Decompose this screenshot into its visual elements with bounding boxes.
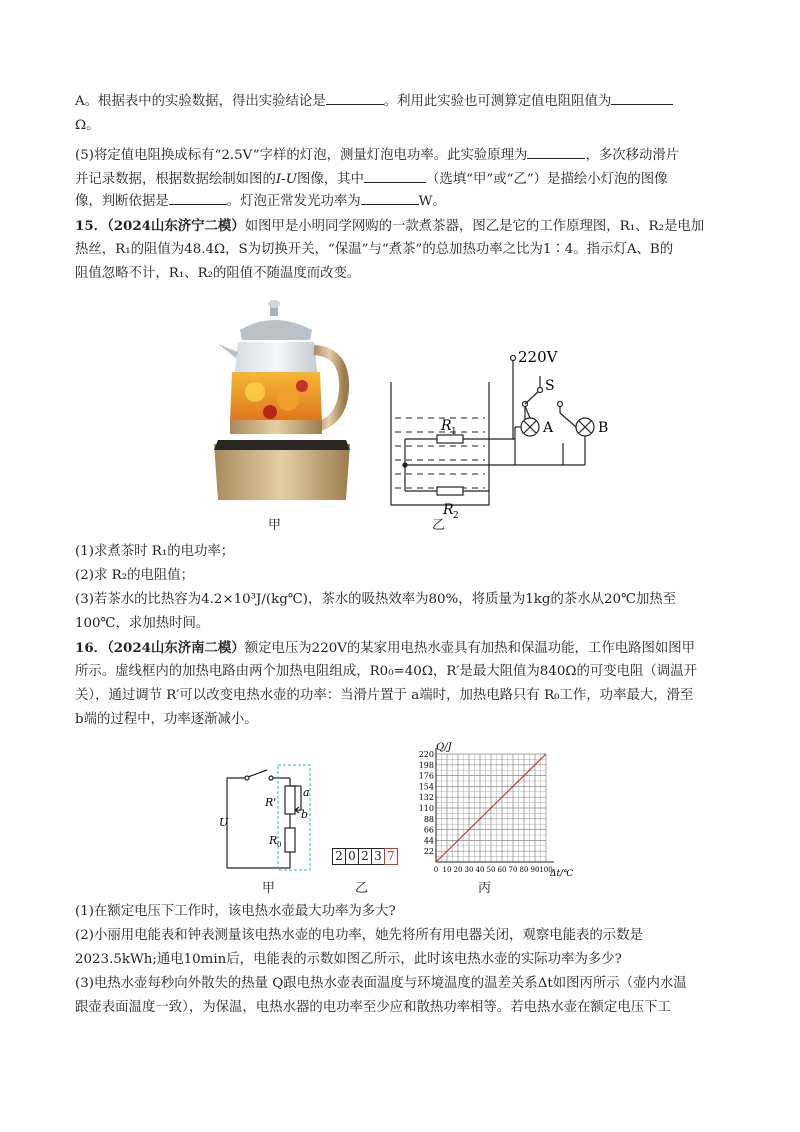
x-tick-label: 90	[530, 866, 540, 874]
text-line: 像，判断依据是 。灯泡正常发光功率为 W。	[75, 194, 446, 209]
x-tick-label: 40	[475, 866, 485, 874]
energy-meter-display	[332, 848, 398, 865]
text-line: Ω。	[75, 118, 100, 133]
text-line: 热丝，R₁的阻值为48.4Ω，S为切换开关，“保温”与“煮茶”的总加热功率之比为1∶4。指示灯A、B的	[75, 242, 674, 257]
voltage-label: 220V	[518, 348, 558, 366]
figure-caption: 丙	[478, 881, 492, 896]
y-tick-label: 176	[418, 771, 434, 781]
text-line: (2)求 R₂的电阻值；	[75, 568, 195, 583]
figure-caption: 乙	[432, 518, 446, 533]
text-line: (1)在额定电压下工作时，该电热水壶最大功率为多大?	[75, 904, 396, 919]
y-tick-label: 198	[418, 760, 434, 770]
y-tick-label: 220	[418, 750, 434, 759]
x-tick-label: 70	[508, 866, 518, 874]
x-tick-label: 20	[453, 866, 463, 874]
meter-digit: 3	[372, 849, 385, 864]
question-16-stem: 16．（2024山东济南二模）额定电压为220V的某家用电热水壶具有加热和保温功能，工作电路图如图甲	[75, 640, 696, 656]
y-tick-label: 154	[418, 782, 434, 792]
tea-maker-image	[210, 300, 355, 510]
x-tick-label: 50	[486, 866, 496, 874]
text-line: (3)电热水壶每秒向外散失的热量 Q跟电热水壶表面温度与环境温度的温差关系Δt如图丙所示（壶内水温	[75, 976, 687, 991]
y-axis-label: Q/J	[436, 742, 452, 753]
text-line: 并记录数据，根据数据绘制如图的I-U图像，其中 （选填“甲”或“乙”）是描绘小灯泡的图像	[75, 172, 668, 187]
text-line: 所示。虚线框内的加热电路由两个加热电阻组成，R0₀=40Ω，R′是最大阻值为840Ω的可变电阻（调温开	[75, 664, 697, 679]
figure-caption: 甲	[262, 881, 276, 896]
text-line: 阻值忽略不计，R₁、R₂的阻值不随温度而改变。	[75, 266, 361, 281]
x-tick-label: 100	[539, 866, 553, 874]
meter-digit: 2	[359, 849, 372, 864]
y-tick-label: 22	[423, 847, 434, 857]
x-tick-label: 10	[442, 866, 452, 874]
x-tick-label: 80	[519, 866, 529, 874]
y-tick-label: 88	[423, 814, 434, 824]
circuit-diagram-16	[215, 760, 320, 875]
text-line: (1)求煮茶时 R₁的电功率；	[75, 544, 235, 559]
text-line: 2023.5kWh;通电10min后，电能表的示数如图乙所示，此时该电热水壶的实际功率为多少?	[75, 952, 622, 967]
meter-digit: 7	[385, 849, 397, 864]
text-line: A。根据表中的实验数据，得出实验结论是 。利用此实验也可测算定值电阻阻值为	[75, 92, 673, 112]
r0-label: R	[269, 834, 278, 847]
lamp-b-label: B	[598, 420, 609, 436]
meter-digit: 2	[333, 849, 346, 864]
text-line: (2)小丽用电能表和钟表测量该电热水壶的电功率，她先将所有用电器关闭，观察电能表的示数是	[75, 928, 643, 943]
svg-text:2: 2	[453, 511, 459, 521]
svg-text:1: 1	[451, 427, 457, 437]
figure-caption: 乙	[355, 881, 369, 896]
terminal-a-label: a	[303, 786, 310, 799]
y-tick-label: 132	[418, 793, 434, 803]
circuit-diagram-15	[385, 340, 625, 525]
text-line: 跟壶表面温度一致），为保温，电热水器的电功率至少应和散热功率相等。若电热水壶在额定电压下工	[75, 1000, 671, 1015]
q-vs-dt-chart	[408, 740, 588, 880]
x-axis-label: Δt/℃	[550, 869, 574, 879]
switch-label: S	[545, 378, 555, 394]
svg-text:0: 0	[277, 841, 282, 849]
lamp-a-label: A	[543, 420, 554, 436]
text-line: (3)若茶水的比热容为4.2×10³J/(kg℃)，茶水的吸热效率为80%，将质量为1kg的茶水从20℃加热至	[75, 592, 677, 607]
x-tick-label: 30	[464, 866, 474, 874]
terminal-b-label: b	[301, 808, 309, 821]
text-line: 关），通过调节 R′可以改变电热水壶的功率：当滑片置于 a端时，加热电路只有 R₀工作，功率最大，滑至	[75, 688, 694, 703]
r2-label: R	[443, 502, 454, 518]
text-line: (5)将定值电阻换成标有“2.5V”字样的灯泡，测量灯泡电功率。此实验原理为 ，多次移动滑片	[75, 148, 680, 163]
voltage-u-label: U	[219, 816, 229, 829]
figure-caption: 甲	[268, 518, 282, 533]
x-tick-label: 0	[433, 866, 439, 874]
rprime-label: R'	[265, 796, 277, 809]
r1-label: R	[441, 418, 452, 434]
text-line: b端的过程中，功率逐渐减小。	[75, 712, 258, 727]
question-15-stem: 15．（2024山东济宁二模）如图甲是小明同学网购的一款煮茶器，图乙是它的工作原理图，R₁、R₂是电加	[75, 218, 705, 234]
meter-digit: 0	[346, 849, 359, 864]
y-tick-label: 110	[418, 804, 434, 813]
y-tick-label: 44	[423, 836, 434, 846]
text-line: 100℃，求加热时间。	[75, 616, 210, 631]
y-tick-label: 66	[423, 825, 434, 835]
x-tick-label: 60	[497, 866, 507, 874]
